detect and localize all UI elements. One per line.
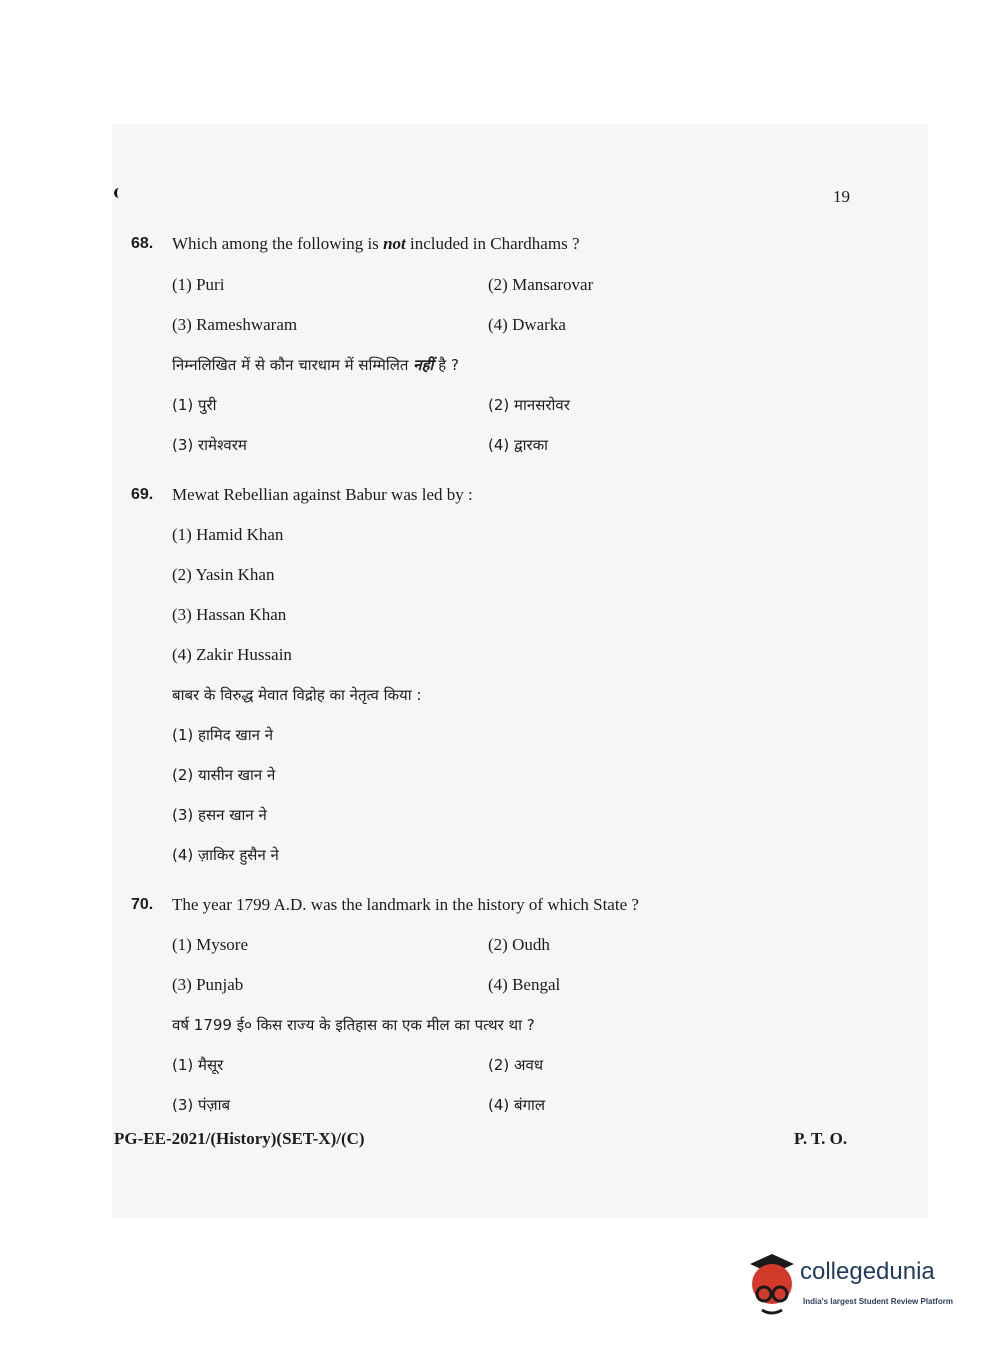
q68-hindi-option-1[interactable]: (1) पुरी (172, 396, 217, 414)
pto-footer: P. T. O. (794, 1129, 848, 1148)
question-70-hindi-text: वर्ष 1799 ई० किस राज्य के इतिहास का एक मील का पत्थर था ? (172, 1016, 535, 1034)
question-number-68: 68. (131, 235, 154, 252)
q70-option-4[interactable]: (4) Bengal (488, 975, 561, 994)
q68-option-1[interactable]: (1) Puri (172, 275, 225, 294)
question-68-hindi-text: निम्नलिखित में से कौन चारधाम में सम्मिलित नहीं है ? (172, 356, 459, 374)
q69-hindi-option-2[interactable]: (2) यासीन खान ने (172, 766, 276, 784)
question-number-69: 69. (131, 486, 154, 503)
q69-option-2[interactable]: (2) Yasin Khan (172, 565, 275, 584)
q70-option-1[interactable]: (1) Mysore (172, 935, 249, 954)
q70-option-3[interactable]: (3) Punjab (172, 975, 244, 994)
question-70-text: The year 1799 A.D. was the landmark in the history of which State ? (172, 895, 639, 914)
q68-option-3[interactable]: (3) Rameshwaram (172, 315, 298, 334)
q70-hindi-option-4[interactable]: (4) बंगाल (488, 1096, 546, 1114)
q69-option-4[interactable]: (4) Zakir Hussain (172, 645, 292, 664)
q69-option-1[interactable]: (1) Hamid Khan (172, 525, 284, 544)
q68-hindi-option-4[interactable]: (4) द्वारका (488, 436, 549, 454)
watermark-brand: collegedunia (800, 1258, 935, 1285)
page-number: 19 (833, 187, 850, 206)
question-68-text: Which among the following is not included in Chardhams ? (172, 234, 580, 253)
binding-mark (114, 188, 123, 198)
question-69-hindi-text: बाबर के विरुद्ध मेवात विद्रोह का नेतृत्व किया : (172, 686, 422, 704)
q70-hindi-option-3[interactable]: (3) पंज़ाब (172, 1096, 231, 1114)
exam-code-footer: PG-EE-2021/(History)(SET-X)/(C) (114, 1129, 365, 1148)
q69-option-3[interactable]: (3) Hassan Khan (172, 605, 287, 624)
q69-hindi-option-4[interactable]: (4) ज़ाकिर हुसैन ने (172, 846, 279, 864)
q68-option-4[interactable]: (4) Dwarka (488, 315, 566, 334)
q70-hindi-option-1[interactable]: (1) मैसूर (172, 1056, 224, 1074)
watermark-tagline: India's largest Student Review Platform (803, 1297, 953, 1306)
q69-hindi-option-1[interactable]: (1) हामिद खान ने (172, 726, 274, 744)
question-number-70: 70. (131, 896, 154, 913)
q70-hindi-option-2[interactable]: (2) अवध (488, 1056, 544, 1074)
q69-hindi-option-3[interactable]: (3) हसन खान ने (172, 806, 267, 824)
q68-hindi-option-2[interactable]: (2) मानसरोवर (488, 396, 570, 414)
q68-option-2[interactable]: (2) Mansarovar (488, 275, 594, 294)
q70-option-2[interactable]: (2) Oudh (488, 935, 550, 954)
q68-hindi-option-3[interactable]: (3) रामेश्वरम (172, 436, 247, 454)
question-69-text: Mewat Rebellian against Babur was led by : (172, 485, 473, 504)
